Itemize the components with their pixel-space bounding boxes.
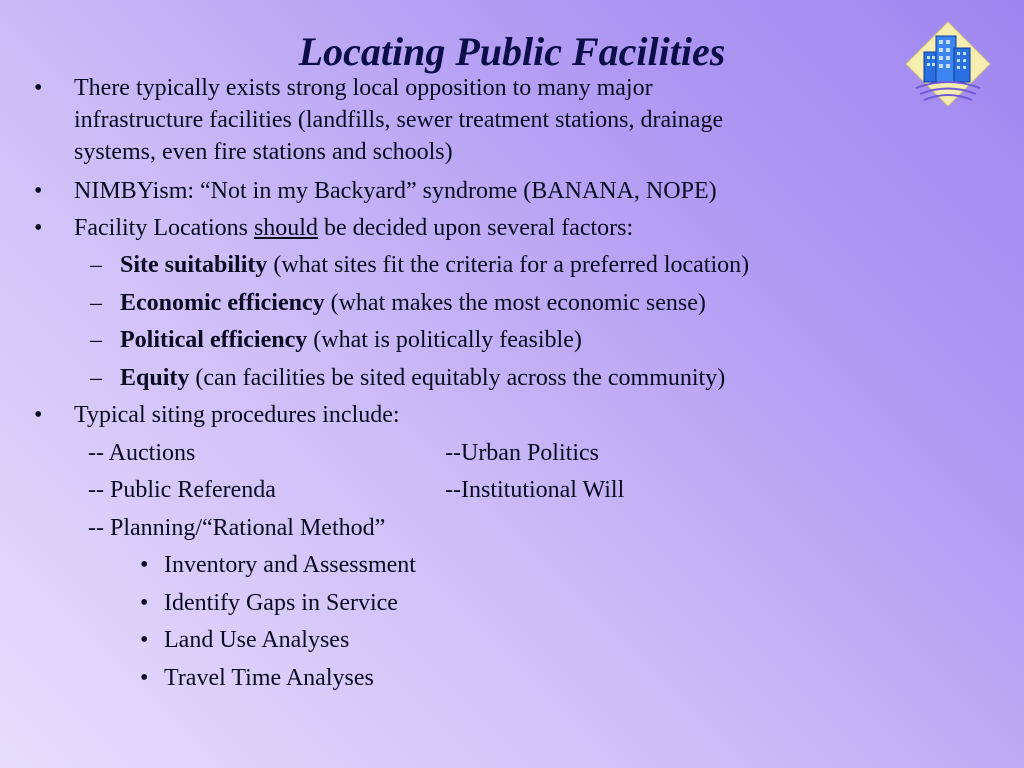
bullet-marker: • xyxy=(34,75,43,101)
bullet-text: Facility Locations should be decided upon several factors: xyxy=(74,215,634,241)
dash-marker: – xyxy=(90,365,102,391)
dash-marker: – xyxy=(90,252,102,278)
bullet-marker: • xyxy=(34,215,43,241)
factor-item: Equity (can facilities be sited equitably across the community) xyxy=(120,365,726,391)
underlined-word: should xyxy=(253,215,318,241)
procedure-item: -- Auctions xyxy=(88,440,196,466)
factor-item: Political efficiency (what is politically feasible) xyxy=(120,327,582,353)
bullet-marker: • xyxy=(34,402,43,428)
bullet-marker: • xyxy=(140,552,149,578)
method-step: Identify Gaps in Service xyxy=(164,590,398,616)
bullet-text: systems, even fire stations and schools) xyxy=(74,139,453,165)
procedure-item: --Urban Politics xyxy=(445,440,599,466)
bullet-marker: • xyxy=(34,178,43,204)
bullet-text: Typical siting procedures include: xyxy=(74,402,400,428)
bullet-text: There typically exists strong local opposition to many major xyxy=(74,75,653,101)
procedure-item: -- Planning/“Rational Method” xyxy=(88,515,386,541)
method-step: Travel Time Analyses xyxy=(164,665,374,691)
bullet-text: infrastructure facilities (landfills, sewer treatment stations, drainage xyxy=(74,107,724,133)
method-step: Inventory and Assessment xyxy=(164,552,416,578)
city-buildings-icon xyxy=(902,18,994,110)
factor-item: Site suitability (what sites fit the criteria for a preferred location) xyxy=(120,252,750,278)
factor-item: Economic efficiency (what makes the most economic sense) xyxy=(120,290,706,316)
procedure-item: -- Public Referenda xyxy=(88,477,276,503)
bullet-marker: • xyxy=(140,590,149,616)
procedure-item: --Institutional Will xyxy=(445,477,625,503)
bullet-marker: • xyxy=(140,627,149,653)
bullet-marker: • xyxy=(140,665,149,691)
dash-marker: – xyxy=(90,327,102,353)
method-step: Land Use Analyses xyxy=(164,627,350,653)
bullet-text: NIMBYism: “Not in my Backyard” syndrome (BANANA, NOPE) xyxy=(74,178,717,204)
dash-marker: – xyxy=(90,290,102,316)
slide-title: Locating Public Facilities xyxy=(298,29,726,74)
